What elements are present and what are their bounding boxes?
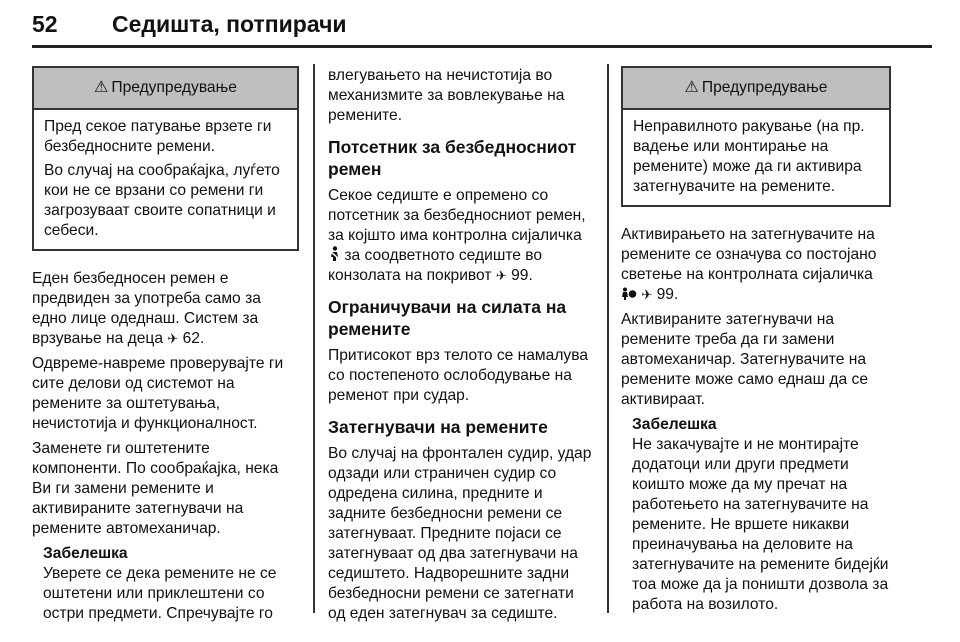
paragraph: Притисокот врз телото се намалува со постепеното ослободување на ременот при судар.	[328, 347, 589, 404]
paragraph: Во случај на фронтален судир, удар одзади или страничен судир со одредена силина, предните и задните безбедносни ремени се затегнуваат. Предните појаси се затегнуваат од два затегнувачи на седиштето. Надворешните задни безбедносни ремени се затегнати од еден затегнувач за седиште.	[328, 445, 592, 622]
section-heading: Затегнувачи на ремените	[328, 417, 548, 437]
paragraph: Заменете ги оштетените компоненти. По сообраќајка, нека Ви ги замени ремените и активираните затегнувачи на ремените автомеханичар.	[32, 440, 279, 537]
paragraph	[621, 225, 891, 305]
paragraph-text: Еден безбедносен ремен е предвиден за употреба само за едно лице одеднаш. Систем за врзување на деца	[32, 270, 261, 347]
column-1	[32, 66, 299, 624]
warning-title: Предупредување	[111, 79, 237, 96]
paragraph	[32, 269, 299, 349]
warning-box	[32, 66, 299, 251]
warning-icon: ⚠	[684, 79, 699, 96]
warning-title: Предупредување	[701, 79, 828, 96]
seatbelt-warning-icon	[328, 246, 340, 262]
column-3	[621, 66, 891, 615]
note	[32, 544, 299, 624]
page-number: 52	[32, 11, 58, 37]
warning-paragraph: Пред секое патување врзете ги безбедносните ремени.	[44, 118, 272, 155]
note-title: Забелешка	[43, 545, 128, 562]
paragraph: Активираните затегнувачи на ремените треба да ги замени автомеханичар. Затегнувачите на ремените може само еднаш да се активираат.	[621, 311, 869, 408]
warning-icon: ⚠	[94, 79, 109, 96]
warning-body	[34, 110, 297, 249]
warning-header	[623, 68, 889, 110]
warning-paragraph: Неправилното ракување (на пр. вадење или монтирање на ремените) може да ги активира затегнувачите на ремените.	[633, 118, 865, 195]
column-divider	[313, 64, 315, 613]
paragraph-text: Активирањето на затегнувачите на ремените се означува со постојано светење на контролната сијаличка	[621, 226, 877, 283]
paragraph	[328, 186, 595, 286]
airbag-warning-icon	[621, 287, 637, 301]
page-title: Седишта, потпирачи	[112, 11, 347, 37]
section-heading: Ограничувачи на силата на ремените	[328, 297, 567, 339]
note-text: Не закачувајте и не монтирајте додатоци или други предмети коишто може да му пречат на работењето на затегнувачите на ремените. Не вршете никакви преиначувања на деловите на затегнувачите на ремените бидејќи тоа може да ја поништи дозвола за работа на возилото.	[632, 436, 889, 613]
page-header	[32, 4, 932, 48]
warning-body	[623, 110, 889, 205]
paragraph: Одвреме-навреме проверувајте ги сите делови од системот на ремените за оштетувања, нечистотија и функционалност.	[32, 355, 284, 432]
column-divider	[607, 64, 609, 613]
paragraph-text: за соодветното седиште во конзолата на покривот	[328, 247, 543, 284]
warning-box	[621, 66, 891, 207]
warning-header	[34, 68, 297, 110]
paragraph-text: Секое седиште е опремено со потсетник за безбедносниот ремен, за којшто има контролна сијаличка	[328, 187, 586, 244]
note-title: Забелешка	[632, 416, 717, 433]
page-ref[interactable]: 99.	[511, 267, 533, 284]
note-text: Уверете се дека ремените не се оштетени или приклештени со остри предмети. Спречувајте го	[43, 565, 277, 622]
page-ref[interactable]: 99.	[656, 286, 679, 303]
page-ref[interactable]: 62.	[182, 330, 205, 347]
warning-paragraph: Во случај на сообраќајка, луѓето кои не се врзани со ремени ги загрозуваат своите сопатници и себеси.	[44, 162, 280, 239]
page-ref-icon[interactable]: ✈	[495, 268, 507, 283]
section-heading: Потсетник за безбедносниот ремен	[328, 137, 577, 179]
page-ref-icon[interactable]: ✈	[167, 331, 179, 346]
column-2	[328, 66, 595, 629]
page-ref-icon[interactable]: ✈	[641, 287, 653, 302]
note	[621, 415, 891, 615]
paragraph: влегувањето на нечистотија во механизмите за вовлекување на ремените.	[328, 67, 565, 124]
